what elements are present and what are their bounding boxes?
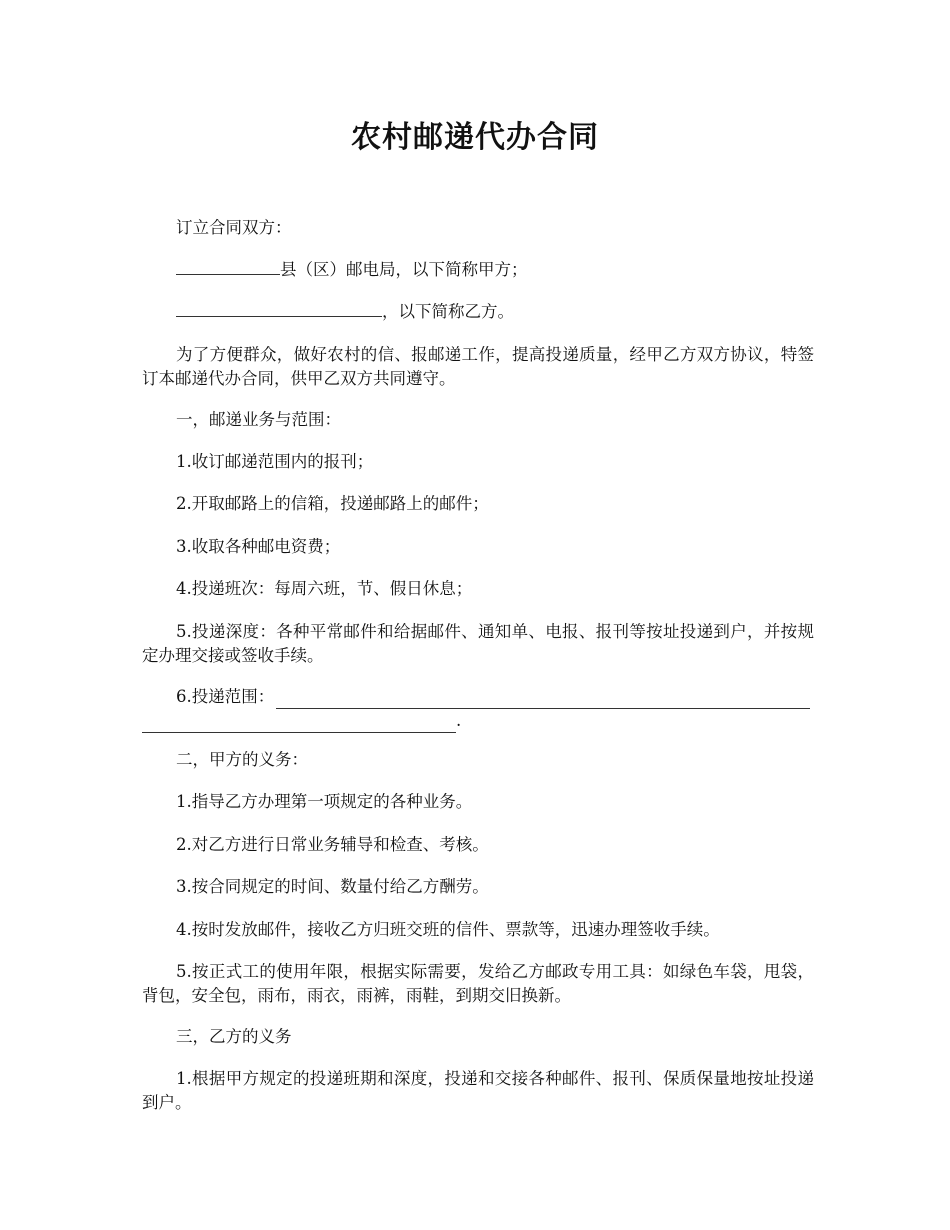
section2-item-2: 2.对乙方进行日常业务辅导和检查、考核。 [176, 835, 489, 854]
parties-intro: 订立合同双方： [176, 218, 292, 237]
section2-item-1: 1.指导乙方办理第一项规定的各种业务。 [176, 792, 473, 811]
section3-heading: 三，乙方的义务 [176, 1027, 292, 1046]
item6-second-line [142, 709, 814, 733]
section2-heading: 二，甲方的义务： [176, 750, 308, 769]
item6-blank-1 [276, 690, 810, 709]
item6-label: 6.投递范围： [176, 687, 275, 706]
party-b-line [142, 300, 814, 324]
section1-item-3: 3.收取各种邮电资费； [176, 537, 341, 556]
section1-heading: 一，邮递业务与范围： [176, 410, 341, 429]
section1-item-5: 5.投递深度：各种平常邮件和给据邮件、通知单、电报、报刊等按址投递到户，并按规定办理交接或签收手续。 [142, 622, 814, 665]
section2-item-5: 5.按正式工的使用年限，根据实际需要，发给乙方邮政专用工具：如绿色车袋，甩袋，背包，安全包，雨布，雨衣，雨裤，雨鞋，到期交旧换新。 [142, 962, 814, 1005]
item6-blank-2 [142, 714, 456, 733]
section1-item-4: 4.投递班次：每周六班，节、假日休息； [176, 579, 473, 598]
section2-item-3: 3.按合同规定的时间、数量付给乙方酬劳。 [176, 877, 489, 896]
item6-first-line [142, 685, 814, 709]
document-title: 农村邮递代办合同 [351, 120, 599, 155]
party-a-blank [176, 258, 280, 275]
section3-item-1: 1.根据甲方规定的投递班期和深度，投递和交接各种邮件、报刊、保质保量地按址投递到户。 [142, 1069, 814, 1112]
preamble-paragraph: 为了方便群众，做好农村的信、报邮递工作，提高投递质量，经甲乙方双方协议，特签订本邮递代办合同，供甲乙双方共同遵守。 [142, 345, 814, 388]
party-a-text: 县（区）邮电局，以下简称甲方； [280, 260, 528, 279]
section1-item-6 [142, 685, 814, 733]
party-b-text: ，以下简称乙方。 [382, 302, 514, 321]
section1-item-2: 2.开取邮路上的信箱，投递邮路上的邮件； [176, 494, 489, 513]
section2-item-4: 4.按时发放邮件，接收乙方归班交班的信件、票款等，迅速办理签收手续。 [176, 920, 720, 939]
party-a-line [142, 258, 814, 282]
party-b-blank [176, 300, 382, 317]
section1-item-1: 1.收订邮递范围内的报刊； [176, 452, 374, 471]
item6-end-dot: . [456, 711, 462, 730]
